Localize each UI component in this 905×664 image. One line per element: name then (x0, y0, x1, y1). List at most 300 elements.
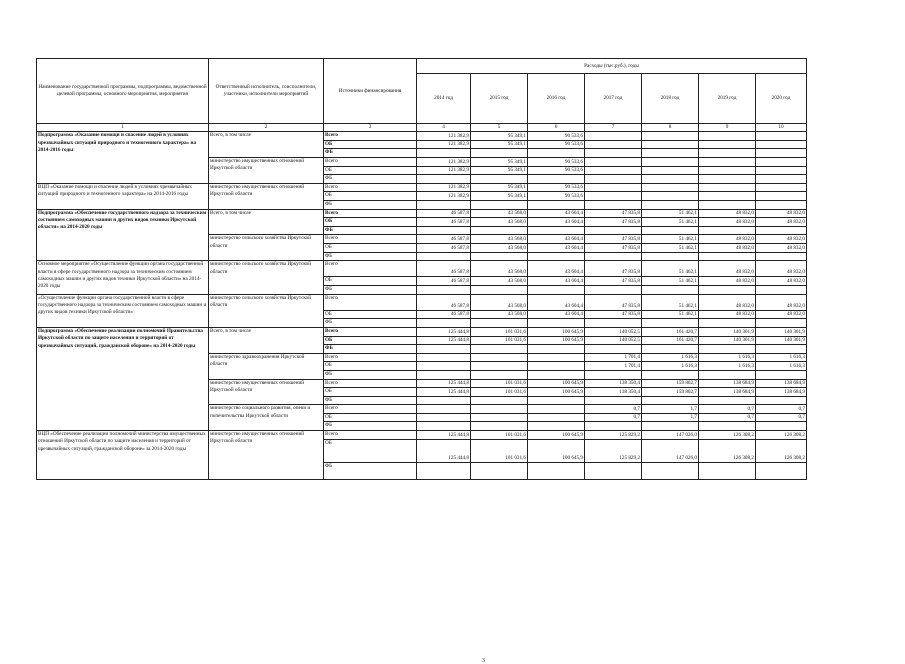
funding-source: Всего (324, 353, 417, 362)
amount-cell (699, 192, 756, 201)
program-name: Основное мероприятие «Осуществление функции органа государственной власти в сфере государственного надзора за техническим состоянием самоходных машин и других видов техники Иркутской области» на 2014-2020 годы (37, 261, 209, 294)
amount-cell: 47 835,8 (585, 209, 642, 218)
amount-cell (471, 319, 528, 328)
amount-cell: 48 832,0 (699, 294, 756, 310)
amount-cell: 51 462,1 (642, 235, 699, 244)
amount-cell (528, 353, 585, 362)
amount-cell: 126 308,2 (756, 431, 807, 440)
budget-table-page (36, 58, 807, 664)
amount-cell: 48 832,0 (699, 244, 756, 253)
funding-source: ФБ (324, 285, 417, 294)
amount-cell: 48 832,0 (699, 209, 756, 218)
amount-cell: 47 835,8 (585, 277, 642, 286)
amount-cell: 51 462,1 (642, 261, 699, 277)
amount-cell: 47 835,8 (585, 244, 642, 253)
funding-source: ФБ (324, 319, 417, 328)
amount-cell (417, 345, 471, 354)
funding-source: ОБ (324, 244, 417, 253)
column-number: 3 (324, 124, 417, 132)
funding-source: ОБ (324, 439, 417, 463)
amount-cell: 46 587,8 (417, 294, 471, 310)
amount-cell (417, 370, 471, 379)
amount-cell (471, 353, 528, 362)
amount-cell (417, 405, 471, 414)
amount-cell: 43 568,0 (471, 310, 528, 319)
amount-cell (528, 285, 585, 294)
executor: министерство сельского хозяйства Иркутской области (209, 294, 324, 327)
amount-cell: 43 604,4 (528, 209, 585, 218)
amount-cell: 43 604,4 (528, 277, 585, 286)
column-number: 4 (417, 124, 471, 132)
amount-cell: 138 684,9 (756, 388, 807, 397)
amount-cell: 126 308,2 (699, 439, 756, 463)
amount-cell (528, 422, 585, 431)
funding-source: Всего (324, 132, 417, 141)
amount-cell: 46 587,8 (417, 218, 471, 227)
amount-cell (699, 370, 756, 379)
amount-cell (471, 252, 528, 261)
amount-cell: 43 568,0 (471, 218, 528, 227)
column-number: 7 (585, 124, 642, 132)
amount-cell: 101 031,6 (471, 379, 528, 388)
amount-cell: 43 568,0 (471, 209, 528, 218)
amount-cell: 100 645,9 (528, 379, 585, 388)
amount-cell: 125 444,8 (417, 379, 471, 388)
amount-cell (756, 370, 807, 379)
funding-source: ОБ (324, 362, 417, 371)
funding-source: Всего (324, 327, 417, 336)
amount-cell (642, 175, 699, 184)
amount-cell: 90 533,6 (528, 140, 585, 149)
amount-cell (699, 345, 756, 354)
executor: Всего, в том числе (209, 132, 324, 158)
amount-cell: 159 802,7 (642, 388, 699, 397)
amount-cell: 147 026,0 (642, 431, 699, 440)
amount-cell: 95 349,1 (471, 132, 528, 141)
amount-cell (585, 422, 642, 431)
amount-cell (528, 413, 585, 422)
amount-cell (528, 362, 585, 371)
funding-source: ФБ (324, 345, 417, 354)
amount-cell: 48 832,0 (756, 310, 807, 319)
executor: министерство имущественных отношений Иркутской области (209, 183, 324, 209)
funding-source: ФБ (324, 226, 417, 235)
amount-cell: 95 349,1 (471, 183, 528, 192)
amount-cell: 121 382,9 (417, 183, 471, 192)
header-year: 2017 год (585, 74, 642, 124)
amount-cell: 95 349,1 (471, 166, 528, 175)
amount-cell: 121 382,9 (417, 140, 471, 149)
amount-cell (585, 166, 642, 175)
amount-cell: 140 301,9 (756, 336, 807, 345)
amount-cell: 48 832,0 (756, 209, 807, 218)
executor: министерство сельского хозяйства Иркутской области (209, 235, 324, 261)
amount-cell: 1 701,4 (585, 362, 642, 371)
amount-cell (528, 370, 585, 379)
amount-cell: 47 835,8 (585, 261, 642, 277)
funding-source: ФБ (324, 252, 417, 261)
funding-source: Всего (324, 209, 417, 218)
column-number: 6 (528, 124, 585, 132)
amount-cell: 48 832,0 (699, 310, 756, 319)
executor: министерство сельского хозяйства Иркутской области (209, 261, 324, 294)
column-number: 5 (471, 124, 528, 132)
amount-cell (528, 149, 585, 158)
executor: министерство здравоохранения Иркутской области (209, 353, 324, 379)
amount-cell: 125 444,8 (417, 336, 471, 345)
amount-cell (585, 149, 642, 158)
amount-cell (642, 201, 699, 210)
amount-cell: 140 301,9 (699, 336, 756, 345)
amount-cell (699, 285, 756, 294)
amount-cell (417, 226, 471, 235)
funding-source: Всего (324, 431, 417, 440)
amount-cell: 0,7 (756, 413, 807, 422)
amount-cell: 47 835,8 (585, 218, 642, 227)
funding-source: ФБ (324, 463, 417, 479)
amount-cell (417, 396, 471, 405)
table-row (37, 261, 807, 277)
amount-cell: 1 616,3 (642, 353, 699, 362)
amount-cell (417, 149, 471, 158)
amount-cell: 48 832,0 (756, 277, 807, 286)
amount-cell: 121 382,9 (417, 132, 471, 141)
amount-cell: 46 587,8 (417, 310, 471, 319)
amount-cell: 100 645,9 (528, 439, 585, 463)
amount-cell (642, 345, 699, 354)
amount-cell (528, 201, 585, 210)
amount-cell: 1 616,3 (756, 353, 807, 362)
funding-source: ФБ (324, 175, 417, 184)
header-year: 2020 год (756, 74, 807, 124)
amount-cell: 95 349,1 (471, 192, 528, 201)
amount-cell: 46 587,8 (417, 261, 471, 277)
table-row (37, 294, 807, 310)
funding-source: Всего (324, 379, 417, 388)
amount-cell (585, 463, 642, 479)
amount-cell: 121 382,9 (417, 166, 471, 175)
amount-cell: 46 587,8 (417, 235, 471, 244)
header-expenses: Расходы (тыс.руб.), годы (417, 59, 807, 74)
amount-cell: 43 568,0 (471, 235, 528, 244)
amount-cell (417, 413, 471, 422)
funding-source: ОБ (324, 218, 417, 227)
amount-cell: 101 031,6 (471, 336, 528, 345)
amount-cell (585, 396, 642, 405)
amount-cell: 121 382,9 (417, 192, 471, 201)
amount-cell (642, 319, 699, 328)
amount-cell (642, 132, 699, 141)
amount-cell: 159 802,7 (642, 379, 699, 388)
amount-cell (417, 252, 471, 261)
amount-cell (585, 175, 642, 184)
amount-cell: 125 444,8 (417, 439, 471, 463)
amount-cell: 1 616,3 (699, 353, 756, 362)
amount-cell: 125 444,8 (417, 388, 471, 397)
amount-cell (417, 422, 471, 431)
amount-cell: 1 701,4 (585, 353, 642, 362)
column-number: 2 (209, 124, 324, 132)
amount-cell: 138 684,9 (756, 379, 807, 388)
amount-cell (756, 166, 807, 175)
amount-cell: 100 645,9 (528, 327, 585, 336)
amount-cell: 46 587,8 (417, 209, 471, 218)
amount-cell (642, 252, 699, 261)
amount-cell (699, 463, 756, 479)
amount-cell: 51 462,1 (642, 310, 699, 319)
amount-cell (756, 252, 807, 261)
amount-cell (699, 175, 756, 184)
amount-cell: 101 031,6 (471, 388, 528, 397)
executor: министерство имущественных отношений Иркутской области (209, 379, 324, 405)
amount-cell: 51 462,1 (642, 209, 699, 218)
amount-cell: 100 645,9 (528, 431, 585, 440)
amount-cell (417, 319, 471, 328)
amount-cell (471, 463, 528, 479)
amount-cell (585, 285, 642, 294)
amount-cell (642, 285, 699, 294)
amount-cell (417, 201, 471, 210)
amount-cell: 43 604,4 (528, 235, 585, 244)
amount-cell: 140 301,9 (756, 327, 807, 336)
amount-cell: 48 832,0 (756, 244, 807, 253)
amount-cell: 95 349,1 (471, 140, 528, 149)
amount-cell (417, 285, 471, 294)
amount-cell: 1 616,3 (642, 362, 699, 371)
amount-cell (756, 345, 807, 354)
amount-cell (471, 370, 528, 379)
amount-cell (642, 183, 699, 192)
amount-cell: 48 832,0 (699, 218, 756, 227)
amount-cell (585, 201, 642, 210)
funding-source: ОБ (324, 336, 417, 345)
amount-cell (756, 149, 807, 158)
executor: министерство имущественных отношений Иркутской области (209, 158, 324, 184)
amount-cell: 90 533,6 (528, 183, 585, 192)
amount-cell: 47 835,8 (585, 310, 642, 319)
amount-cell: 43 568,0 (471, 244, 528, 253)
program-name: Подпрограмма «Оказание помощи и спасение людей в условиях чрезвычайных ситуаций природного и техногенного характера» на 2014-2016 годы (37, 132, 209, 184)
amount-cell: 125 829,2 (585, 439, 642, 463)
funding-source: ОБ (324, 310, 417, 319)
amount-cell (471, 226, 528, 235)
amount-cell (642, 192, 699, 201)
amount-cell (756, 319, 807, 328)
amount-cell (756, 183, 807, 192)
amount-cell: 140 301,9 (699, 327, 756, 336)
amount-cell (528, 175, 585, 184)
funding-source: ОБ (324, 140, 417, 149)
amount-cell: 46 587,8 (417, 244, 471, 253)
header-year: 2019 год (699, 74, 756, 124)
amount-cell (585, 158, 642, 167)
amount-cell: 51 462,1 (642, 294, 699, 310)
amount-cell (756, 201, 807, 210)
amount-cell (699, 396, 756, 405)
amount-cell (528, 345, 585, 354)
amount-cell (471, 413, 528, 422)
amount-cell (756, 285, 807, 294)
amount-cell (528, 463, 585, 479)
amount-cell (642, 158, 699, 167)
amount-cell (471, 285, 528, 294)
column-number: 9 (699, 124, 756, 132)
funding-source: ОБ (324, 192, 417, 201)
amount-cell: 138 350,4 (585, 388, 642, 397)
amount-cell: 46 587,8 (417, 277, 471, 286)
amount-cell (699, 422, 756, 431)
program-name: «Осуществление функции органа государственной власти в сфере государственного надзора за техническим состоянием самоходных машин и других видов техники Иркутской области» (37, 294, 209, 327)
amount-cell (585, 140, 642, 149)
funding-source: Всего (324, 158, 417, 167)
amount-cell: 43 604,4 (528, 310, 585, 319)
amount-cell: 43 604,4 (528, 244, 585, 253)
amount-cell (756, 192, 807, 201)
executor: Всего, в том числе (209, 209, 324, 235)
amount-cell: 0,7 (585, 405, 642, 414)
funding-source: Всего (324, 183, 417, 192)
header-name: Наименование государственной программы, подпрограммы, ведомственной целевой программы, основного мероприятия, мероприятия (37, 59, 209, 124)
funding-source: ФБ (324, 370, 417, 379)
funding-source: Всего (324, 405, 417, 414)
amount-cell (417, 175, 471, 184)
program-name: Подпрограмма «Обеспечение государственного надзора за техническим состоянием самоходных машин и других видов техники Иркутской области» на 2014-2020 годы (37, 209, 209, 261)
amount-cell (699, 252, 756, 261)
amount-cell: 100 645,9 (528, 336, 585, 345)
amount-cell (585, 345, 642, 354)
table-row (37, 183, 807, 192)
amount-cell (642, 226, 699, 235)
amount-cell: 140 052,5 (585, 327, 642, 336)
amount-cell: 48 832,0 (699, 277, 756, 286)
amount-cell (642, 422, 699, 431)
amount-cell: 90 533,6 (528, 132, 585, 141)
amount-cell: 0,7 (585, 413, 642, 422)
amount-cell: 43 604,4 (528, 294, 585, 310)
table-row (37, 209, 807, 218)
header-year: 2016 год (528, 74, 585, 124)
amount-cell: 126 308,2 (699, 431, 756, 440)
column-number: 8 (642, 124, 699, 132)
program-name: Подпрограмма «Обеспечение реализации полномочий Правительства Иркутской области по защите населения и территорий от чрезвычайных ситуаций, гражданской обороне» на 2014-2020 годы (37, 327, 209, 430)
amount-cell (642, 140, 699, 149)
amount-cell (417, 353, 471, 362)
amount-cell: 95 349,1 (471, 158, 528, 167)
amount-cell: 90 533,6 (528, 166, 585, 175)
amount-cell: 101 031,6 (471, 431, 528, 440)
funding-source: ОБ (324, 277, 417, 286)
amount-cell (699, 140, 756, 149)
amount-cell (471, 201, 528, 210)
column-numbers-row (37, 124, 807, 132)
amount-cell: 48 832,0 (756, 261, 807, 277)
amount-cell: 1 616,3 (699, 362, 756, 371)
amount-cell (528, 319, 585, 328)
amount-cell (756, 396, 807, 405)
amount-cell (642, 396, 699, 405)
amount-cell: 125 444,8 (417, 327, 471, 336)
header-year: 2018 год (642, 74, 699, 124)
amount-cell (699, 201, 756, 210)
amount-cell (585, 183, 642, 192)
amount-cell (585, 319, 642, 328)
header-year: 2014 год (417, 74, 471, 124)
amount-cell (417, 362, 471, 371)
amount-cell (699, 158, 756, 167)
amount-cell: 147 026,0 (642, 439, 699, 463)
amount-cell: 48 832,0 (756, 235, 807, 244)
amount-cell (642, 166, 699, 175)
amount-cell: 161 420,7 (642, 327, 699, 336)
funding-source: ФБ (324, 396, 417, 405)
amount-cell (642, 370, 699, 379)
amount-cell (585, 192, 642, 201)
amount-cell (756, 226, 807, 235)
program-name: ВЦП «Оказание помощи и спасение людей в условиях чрезвычайных ситуаций природного и техногенного характера» на 2014-2016 годы (37, 183, 209, 209)
amount-cell (528, 252, 585, 261)
amount-cell (756, 422, 807, 431)
funding-source: ФБ (324, 149, 417, 158)
amount-cell (756, 132, 807, 141)
amount-cell: 1 616,3 (756, 362, 807, 371)
page-number: 3 (482, 658, 485, 664)
funding-source: Всего (324, 261, 417, 277)
amount-cell (756, 140, 807, 149)
amount-cell (756, 158, 807, 167)
amount-cell: 121 382,9 (417, 158, 471, 167)
amount-cell: 140 052,5 (585, 336, 642, 345)
amount-cell: 47 835,8 (585, 235, 642, 244)
amount-cell: 43 568,0 (471, 294, 528, 310)
amount-cell: 48 832,0 (699, 261, 756, 277)
funding-source: ОБ (324, 413, 417, 422)
amount-cell: 90 533,6 (528, 158, 585, 167)
table-row (37, 431, 807, 440)
amount-cell (471, 362, 528, 371)
amount-cell: 51 462,1 (642, 218, 699, 227)
amount-cell: 48 832,0 (699, 235, 756, 244)
amount-cell: 48 832,0 (756, 218, 807, 227)
header-executor: Ответственный исполнитель, соисполнители, участники, исполнители мероприятий (209, 59, 324, 124)
funding-source: ФБ (324, 201, 417, 210)
amount-cell: 126 308,2 (756, 439, 807, 463)
amount-cell: 0,7 (699, 413, 756, 422)
header-year: 2015 год (471, 74, 528, 124)
amount-cell: 138 350,4 (585, 379, 642, 388)
amount-cell (528, 405, 585, 414)
column-number: 1 (37, 124, 209, 132)
amount-cell: 51 462,1 (642, 244, 699, 253)
amount-cell (471, 149, 528, 158)
table-row (37, 327, 807, 336)
amount-cell (642, 463, 699, 479)
amount-cell (585, 252, 642, 261)
amount-cell: 0,7 (699, 405, 756, 414)
amount-cell: 90 533,6 (528, 192, 585, 201)
amount-cell: 138 684,9 (699, 379, 756, 388)
amount-cell (471, 405, 528, 414)
amount-cell: 100 645,9 (528, 388, 585, 397)
amount-cell: 1,7 (642, 413, 699, 422)
amount-cell: 43 604,4 (528, 261, 585, 277)
amount-cell: 43 604,4 (528, 218, 585, 227)
amount-cell (417, 463, 471, 479)
amount-cell: 101 031,6 (471, 327, 528, 336)
amount-cell: 161 420,7 (642, 336, 699, 345)
funding-source: Всего (324, 235, 417, 244)
funding-source: ФБ (324, 422, 417, 431)
amount-cell (471, 396, 528, 405)
